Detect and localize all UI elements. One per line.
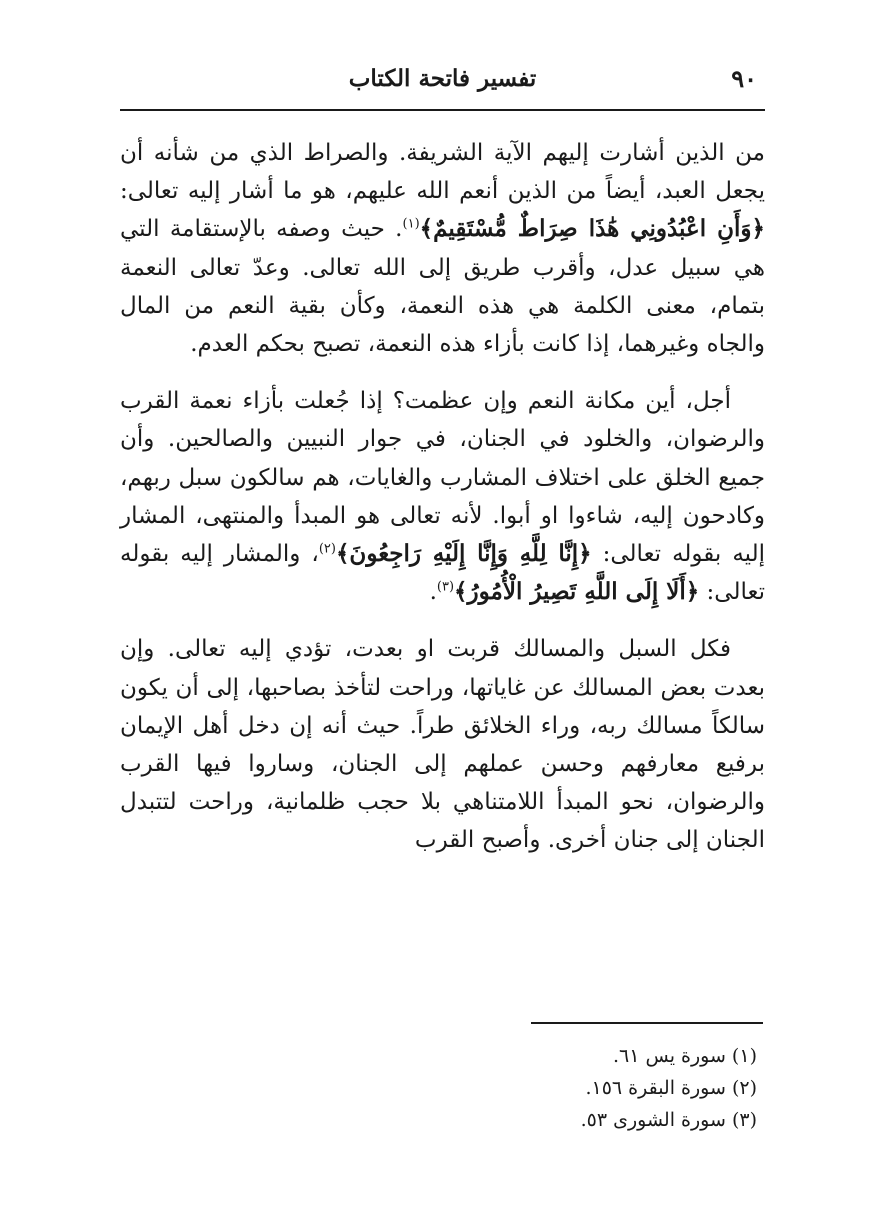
paragraph-2-text-a: أجل، أين مكانة النعم وإن عظمت؟ إذا جُعلت بأزاء نعمة القرب والرضوان، والخلود في الجنان، في جوار النبيين والصالحين. وأن جميع الخلق على اختلاف المشارب والغايات، هم سالكون سبل ربهم، وكادحون إليه، شاءوا او أبوا. لأنه تعالى هو المبدأ والمنتهى، المشار إليه بقوله تعالى: bbox=[120, 388, 765, 568]
page-header bbox=[120, 62, 765, 106]
footnote-rule bbox=[531, 1022, 763, 1024]
footnote-ref-3: (٣) bbox=[436, 579, 455, 595]
running-title: تفسير فاتحة الكتاب bbox=[348, 65, 537, 92]
header-rule bbox=[120, 109, 765, 111]
footnote-ref-1: (١) bbox=[402, 216, 420, 232]
paragraph-1-text-b: . حيث وصفه بالإستقامة التي هي سبيل عدل، وأقرب طريق إلى الله تعالى. وعدّ تعالى النعمة بتمام، معنى الكلمة هي هذه النعمة، وكأن بقية النعم من المال والجاه وغيرهما، إذا كانت بأزاء هذه النعمة، تصبح بحكم العدم. bbox=[120, 216, 765, 358]
footnote-3: (٣) سورة الشورى ٥٣. bbox=[580, 1109, 757, 1131]
page-number: ٩٠ bbox=[731, 64, 757, 93]
paragraph-2-text-b: ، والمشار إليه بقوله تعالى: bbox=[120, 541, 765, 606]
quran-verse-1: ﴿وَأَنِ اعْبُدُونِي هَٰذَا صِرَاطٌ مُّسْتَقِيمٌ﴾ bbox=[419, 215, 765, 243]
paragraph-1 bbox=[120, 134, 765, 363]
quran-verse-2: ﴿إِنَّا لِلَّهِ وَإِنَّا إِلَيْهِ رَاجِعُونَ﴾ bbox=[335, 540, 592, 568]
quran-verse-3: ﴿أَلَا إِلَى اللَّهِ تَصِيرُ الْأُمُورُ﴾ bbox=[454, 578, 700, 606]
footnote-2: (٢) سورة البقرة ١٥٦. bbox=[585, 1077, 757, 1099]
paragraph-2 bbox=[120, 382, 765, 611]
paragraph-2-text-c: . bbox=[429, 579, 437, 606]
footnote-ref-2: (٢) bbox=[318, 541, 336, 557]
paragraph-1-text-a: من الذين أشارت إليهم الآية الشريفة. والصراط الذي من شأنه أن يجعل العبد، أيضاً من الذين أنعم الله عليهم، هو ما أشار إليه تعالى: bbox=[120, 140, 765, 205]
main-text bbox=[120, 134, 765, 879]
footnotes bbox=[357, 1040, 757, 1136]
paragraph-3: فكل السبل والمسالك قربت او بعدت، تؤدي إليه تعالى. وإن بعدت بعض المسالك عن غاياتها، وراحت لتأخذ بصاحبها، إلى أن يكون سالكاً مسالك ربه، وراء الخلائق طراً. حيث أنه إن دخل أهل الإيمان برفيع معارفهم وحسن عملهم إلى الجنان، وساروا فيها القرب والرضوان، نحو المبدأ اللامتناهي بلا حجب ظلمانية، وراحت لتتبدل الجنان إلى جنان أخرى. وأصبح القرب bbox=[120, 636, 765, 854]
footnote-1: (١) سورة يس ٦١. bbox=[612, 1045, 757, 1067]
